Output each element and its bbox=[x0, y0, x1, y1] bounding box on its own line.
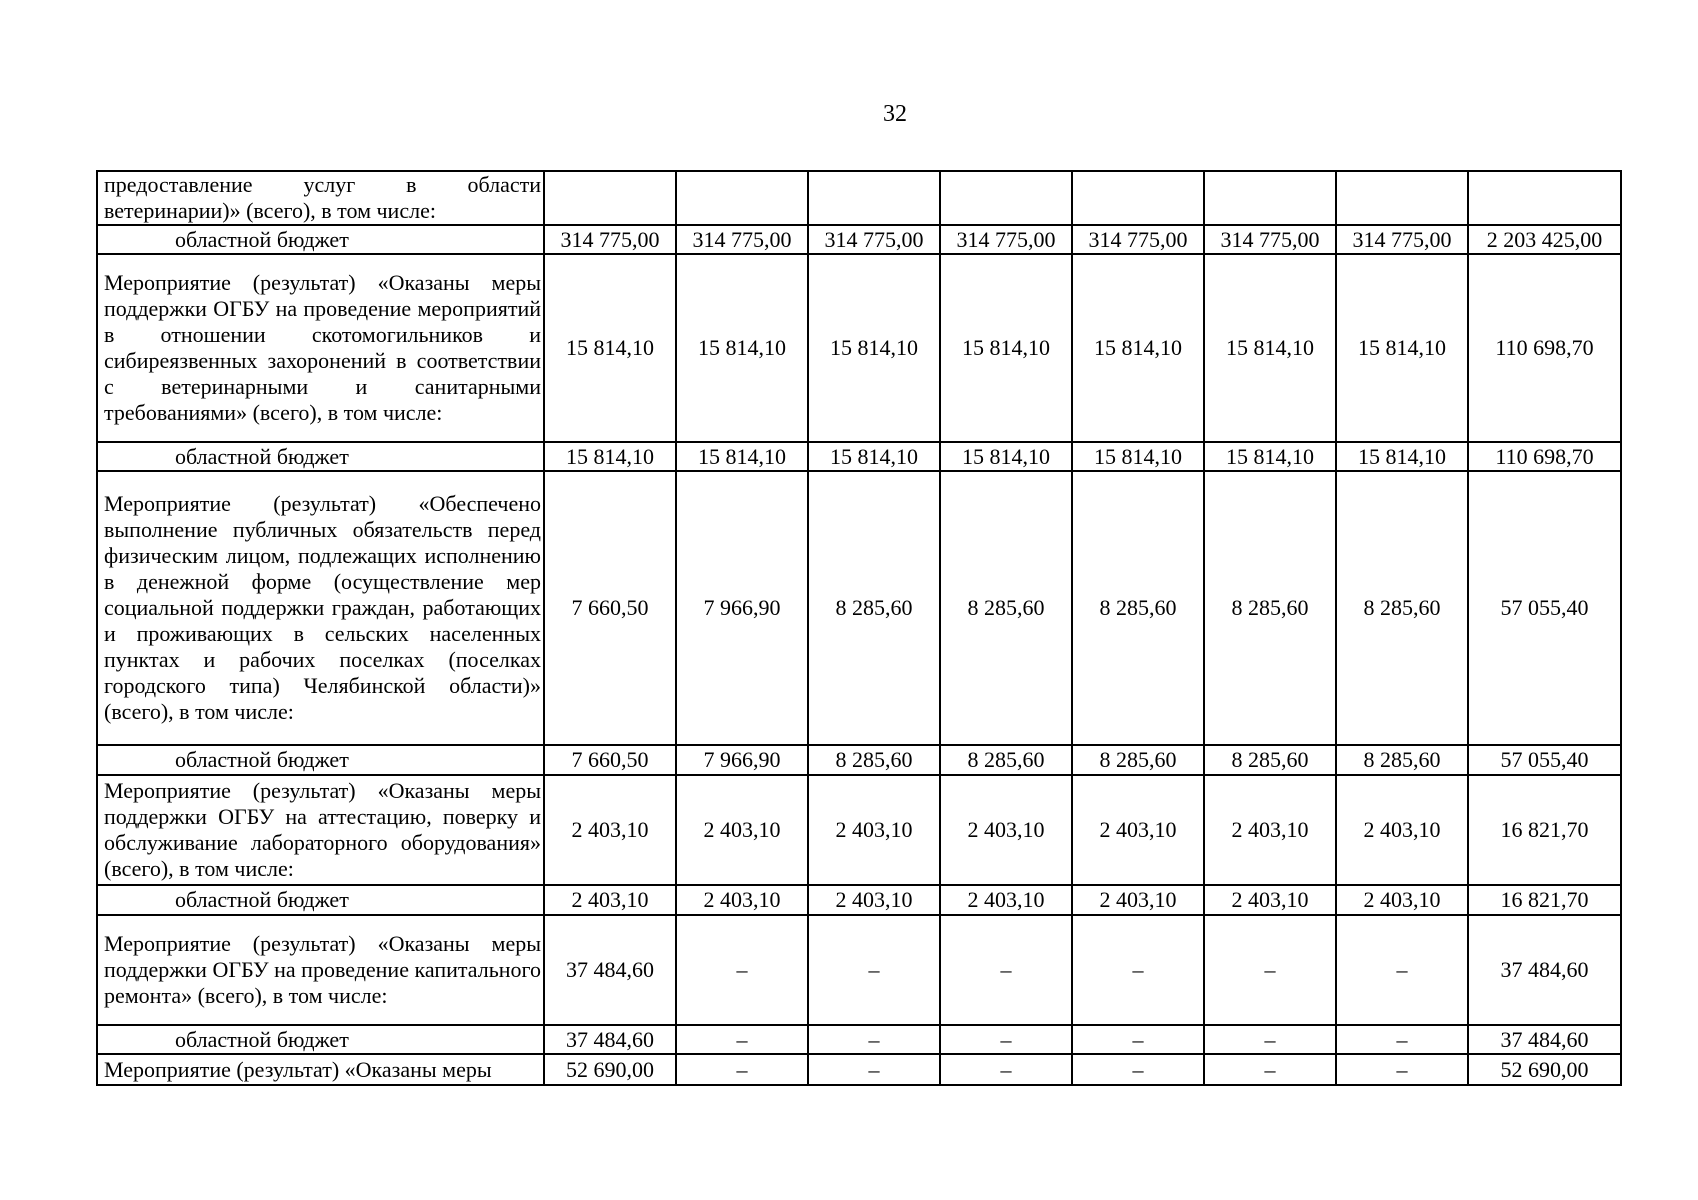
table-body bbox=[97, 171, 1621, 1085]
measure-row bbox=[97, 1054, 1621, 1085]
year-value-cell: – bbox=[1204, 915, 1336, 1025]
year-value-cell: 15 814,10 bbox=[544, 442, 676, 471]
year-value-cell: 15 814,10 bbox=[676, 442, 808, 471]
year-value-cell: – bbox=[1072, 1025, 1204, 1054]
year-value-cell: 15 814,10 bbox=[940, 254, 1072, 442]
budget-source-label: областной бюджет bbox=[97, 1025, 544, 1054]
total-cell: 2 203 425,00 bbox=[1468, 225, 1621, 254]
budget-source-label: областной бюджет bbox=[97, 225, 544, 254]
year-value-cell: 8 285,60 bbox=[808, 745, 940, 775]
year-value-cell: 2 403,10 bbox=[940, 775, 1072, 885]
year-value-cell: – bbox=[1336, 1054, 1468, 1085]
year-value-cell: – bbox=[940, 1054, 1072, 1085]
year-value-cell: 314 775,00 bbox=[1072, 225, 1204, 254]
total-cell: 37 484,60 bbox=[1468, 1025, 1621, 1054]
year-value-cell: – bbox=[808, 1025, 940, 1054]
year-value-cell: 314 775,00 bbox=[544, 225, 676, 254]
year-value-cell bbox=[940, 171, 1072, 225]
year-value-cell: 2 403,10 bbox=[808, 885, 940, 915]
year-value-cell: – bbox=[1204, 1054, 1336, 1085]
budget-subrow bbox=[97, 1025, 1621, 1054]
total-cell: 16 821,70 bbox=[1468, 775, 1621, 885]
budget-source-label: областной бюджет bbox=[97, 885, 544, 915]
budget-table bbox=[96, 170, 1622, 1086]
year-value-cell: 8 285,60 bbox=[940, 745, 1072, 775]
year-value-cell: 15 814,10 bbox=[1336, 254, 1468, 442]
year-value-cell: – bbox=[940, 915, 1072, 1025]
year-value-cell: – bbox=[676, 915, 808, 1025]
measure-row bbox=[97, 171, 1621, 225]
total-cell: 16 821,70 bbox=[1468, 885, 1621, 915]
year-value-cell: 8 285,60 bbox=[1072, 471, 1204, 745]
total-cell: 110 698,70 bbox=[1468, 254, 1621, 442]
year-value-cell: – bbox=[808, 1054, 940, 1085]
budget-subrow bbox=[97, 885, 1621, 915]
year-value-cell: 7 966,90 bbox=[676, 471, 808, 745]
year-value-cell: 15 814,10 bbox=[1336, 442, 1468, 471]
measure-description: Мероприятие (результат) «Оказаны меры bbox=[97, 1054, 544, 1085]
budget-source-label: областной бюджет bbox=[97, 442, 544, 471]
year-value-cell: 8 285,60 bbox=[1204, 471, 1336, 745]
year-value-cell: – bbox=[1072, 1054, 1204, 1085]
year-value-cell: 8 285,60 bbox=[808, 471, 940, 745]
year-value-cell: 2 403,10 bbox=[676, 885, 808, 915]
year-value-cell: 15 814,10 bbox=[808, 254, 940, 442]
year-value-cell: 8 285,60 bbox=[940, 471, 1072, 745]
year-value-cell: 314 775,00 bbox=[808, 225, 940, 254]
year-value-cell bbox=[1204, 171, 1336, 225]
total-cell: 57 055,40 bbox=[1468, 745, 1621, 775]
year-value-cell: 7 966,90 bbox=[676, 745, 808, 775]
year-value-cell: 15 814,10 bbox=[1204, 442, 1336, 471]
year-value-cell: 2 403,10 bbox=[808, 775, 940, 885]
measure-description: предоставление услуг в области ветеринарии)» (всего), в том числе: bbox=[97, 171, 544, 225]
total-cell bbox=[1468, 171, 1621, 225]
year-value-cell: 314 775,00 bbox=[1204, 225, 1336, 254]
year-value-cell: 2 403,10 bbox=[1072, 775, 1204, 885]
measure-row bbox=[97, 775, 1621, 885]
year-value-cell: 15 814,10 bbox=[1204, 254, 1336, 442]
year-value-cell: 2 403,10 bbox=[1204, 775, 1336, 885]
year-value-cell: 15 814,10 bbox=[676, 254, 808, 442]
year-value-cell: 2 403,10 bbox=[940, 885, 1072, 915]
year-value-cell: 15 814,10 bbox=[940, 442, 1072, 471]
year-value-cell: – bbox=[940, 1025, 1072, 1054]
year-value-cell bbox=[1336, 171, 1468, 225]
total-cell: 37 484,60 bbox=[1468, 915, 1621, 1025]
total-cell: 57 055,40 bbox=[1468, 471, 1621, 745]
budget-source-label: областной бюджет bbox=[97, 745, 544, 775]
year-value-cell: 314 775,00 bbox=[940, 225, 1072, 254]
year-value-cell: 15 814,10 bbox=[808, 442, 940, 471]
year-value-cell: – bbox=[676, 1054, 808, 1085]
year-value-cell: 8 285,60 bbox=[1336, 745, 1468, 775]
year-value-cell: 2 403,10 bbox=[1204, 885, 1336, 915]
measure-description: Мероприятие (результат) «Оказаны меры поддержки ОГБУ на проведение мероприятий в отношении скотомогильников и сибиреязвенных захоронений в соответствии с ветеринарными и санитарными требованиями» (всего), в том числе: bbox=[97, 254, 544, 442]
year-value-cell: 2 403,10 bbox=[1336, 885, 1468, 915]
year-value-cell: – bbox=[1336, 915, 1468, 1025]
year-value-cell: 2 403,10 bbox=[1072, 885, 1204, 915]
year-value-cell: 7 660,50 bbox=[544, 471, 676, 745]
year-value-cell: 52 690,00 bbox=[544, 1054, 676, 1085]
year-value-cell: 8 285,60 bbox=[1072, 745, 1204, 775]
total-cell: 52 690,00 bbox=[1468, 1054, 1621, 1085]
year-value-cell: 314 775,00 bbox=[1336, 225, 1468, 254]
measure-description: Мероприятие (результат) «Обеспечено выполнение публичных обязательств перед физическим лицом, подлежащих исполнению в денежной форме (осуществление мер социальной поддержки граждан, работающих и проживающих в сельских населенных пунктах и рабочих поселках (поселках городского типа) Челябинской области)» (всего), в том числе: bbox=[97, 471, 544, 745]
measure-row bbox=[97, 915, 1621, 1025]
year-value-cell: – bbox=[676, 1025, 808, 1054]
year-value-cell: 7 660,50 bbox=[544, 745, 676, 775]
year-value-cell bbox=[676, 171, 808, 225]
year-value-cell: 37 484,60 bbox=[544, 915, 676, 1025]
year-value-cell: – bbox=[1204, 1025, 1336, 1054]
year-value-cell bbox=[808, 171, 940, 225]
year-value-cell: – bbox=[808, 915, 940, 1025]
year-value-cell: 2 403,10 bbox=[1336, 775, 1468, 885]
measure-description: Мероприятие (результат) «Оказаны меры поддержки ОГБУ на проведение капитального ремонта» (всего), в том числе: bbox=[97, 915, 544, 1025]
year-value-cell bbox=[544, 171, 676, 225]
budget-subrow bbox=[97, 442, 1621, 471]
year-value-cell: 314 775,00 bbox=[676, 225, 808, 254]
year-value-cell: 2 403,10 bbox=[544, 775, 676, 885]
year-value-cell: 37 484,60 bbox=[544, 1025, 676, 1054]
year-value-cell: – bbox=[1336, 1025, 1468, 1054]
year-value-cell: 2 403,10 bbox=[676, 775, 808, 885]
page-number: 32 bbox=[883, 101, 907, 127]
total-cell: 110 698,70 bbox=[1468, 442, 1621, 471]
year-value-cell bbox=[1072, 171, 1204, 225]
year-value-cell: 15 814,10 bbox=[1072, 254, 1204, 442]
year-value-cell: – bbox=[1072, 915, 1204, 1025]
budget-subrow bbox=[97, 745, 1621, 775]
measure-row bbox=[97, 254, 1621, 442]
year-value-cell: 8 285,60 bbox=[1336, 471, 1468, 745]
year-value-cell: 15 814,10 bbox=[544, 254, 676, 442]
year-value-cell: 2 403,10 bbox=[544, 885, 676, 915]
measure-description: Мероприятие (результат) «Оказаны меры поддержки ОГБУ на аттестацию, поверку и обслуживание лабораторного оборудования» (всего), в том числе: bbox=[97, 775, 544, 885]
budget-subrow bbox=[97, 225, 1621, 254]
measure-row bbox=[97, 471, 1621, 745]
year-value-cell: 8 285,60 bbox=[1204, 745, 1336, 775]
year-value-cell: 15 814,10 bbox=[1072, 442, 1204, 471]
